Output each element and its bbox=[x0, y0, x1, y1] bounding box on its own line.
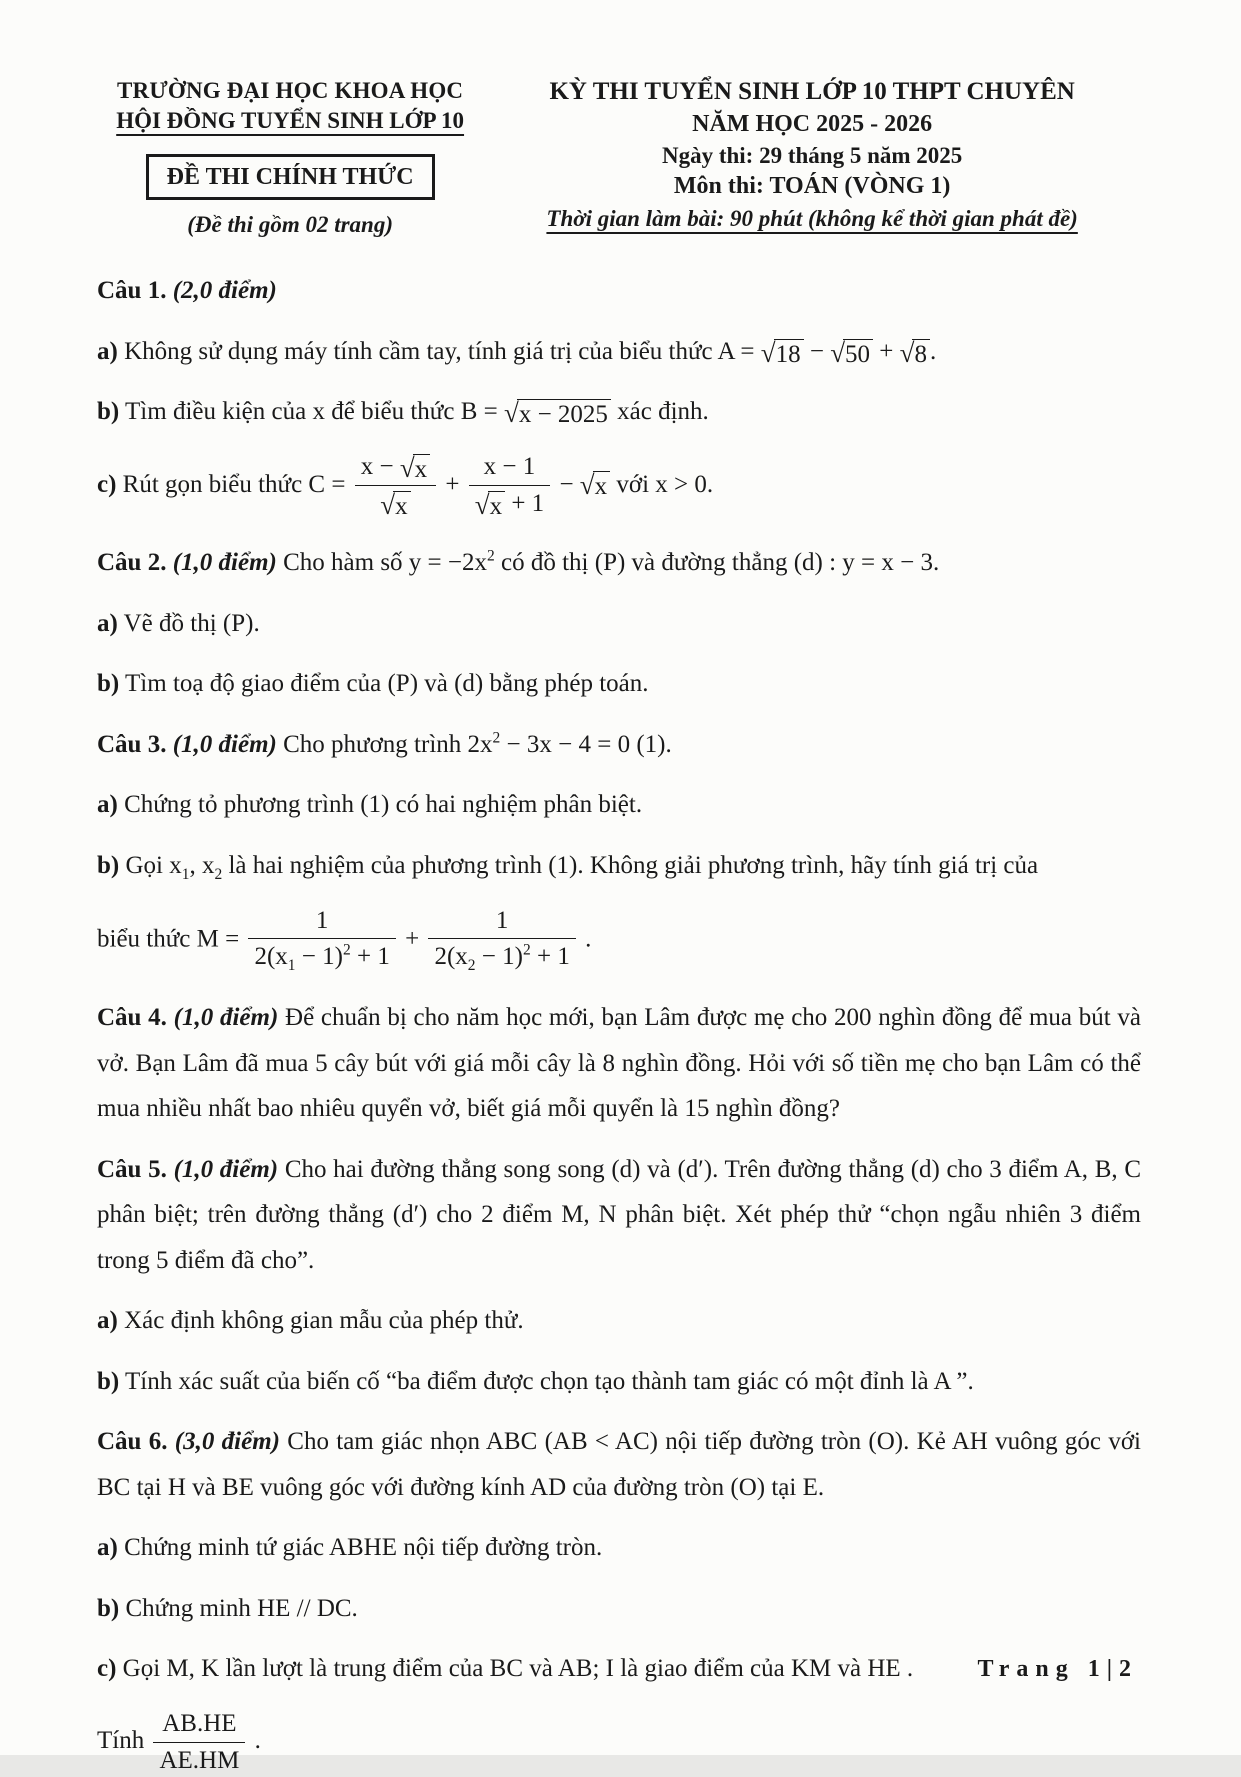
question-6c: c) Gọi M, K lần lượt là trung điểm của BC và AB; I là giao điểm của KM và HE . bbox=[97, 1655, 914, 1683]
question-6a: a) Chứng minh tứ giác ABHE nội tiếp đường tròn. bbox=[97, 1534, 603, 1562]
question-4: Câu 4. (1,0 điểm) Để chuẩn bị cho năm học mới, bạn Lâm được mẹ cho 200 nghìn đồng để mua bút và vở. Bạn Lâm đã mua 5 cây bút với giá mỗi cây là 8 nghìn đồng. Hỏi với số tiền mẹ cho bạn Lâm có thể mua nhiều nhất bao nhiêu quyển vở, biết giá mỗi quyển là 15 nghìn đồng? bbox=[97, 1004, 1141, 1123]
question-1a: a) Không sử dụng máy tính cầm tay, tính giá trị của biểu thức A = √ 18 − √ 50 + √ 8 . bbox=[97, 337, 937, 368]
question-3b: b) Gọi $x_1$, $x_2$ là hai nghiệm của phương trình (1). Không giải phương trình, hãy tính giá trị của bbox=[97, 851, 1039, 883]
question-5b: b) Tính xác suất của biến cố “ba điểm được chọn tạo thành tam giác có một đỉnh là A ”. bbox=[97, 1367, 974, 1395]
question-3-heading: Câu 3. (1,0 điểm) Cho phương trình $2x^2 - 3x - 4 = 0$ (1). bbox=[97, 729, 672, 758]
question-1b: b) Tìm điều kiện của x để biểu thức B = √ x − 2025 xác định. bbox=[97, 398, 709, 428]
question-2-heading: Câu 2. (1,0 điểm) Cho hàm số $y = -2x^2$ có đồ thị (P) và đường thẳng (d) : y = x − 3. bbox=[97, 547, 940, 576]
pages-note: (Đề thi gồm 02 trang) bbox=[187, 212, 393, 237]
exam-title: KỲ THI TUYỂN SINH LỚP 10 THPT CHUYÊN bbox=[549, 78, 1075, 105]
page-number: Trang 1|2 bbox=[977, 1656, 1138, 1682]
question-5a: a) Xác định không gian mẫu của phép thử. bbox=[97, 1307, 524, 1335]
question-6b: b) Chứng minh HE // DC. bbox=[97, 1594, 358, 1622]
school-year: NĂM HỌC 2025 - 2026 bbox=[692, 111, 933, 137]
question-3b-formula: biểu thức M = $\frac{1}{2(x_1 - 1)^2 + 1}$ + $\frac{1}{2(x_2 - 1)^2 + 1}$ . bbox=[97, 904, 1141, 978]
question-5: Câu 5. (1,0 điểm) Cho hai đường thẳng song song (d) và (d′). Trên đường thẳng (d) cho 3 điểm A, B, C phân biệt; trên đường thẳng (d′) cho 2 điểm M, N phân biệt. Xét phép thử “chọn ngẫu nhiên 3 điểm trong 5 điểm đã cho”. bbox=[97, 1155, 1141, 1274]
official-exam-box: ĐỀ THI CHÍNH THỨC bbox=[146, 154, 435, 200]
question-6: Câu 6. (3,0 điểm) Cho tam giác nhọn ABC (AB < AC) nội tiếp đường tròn (O). Kẻ AH vuông góc với BC tại H và BE vuông góc với đường kính AD của đường tròn (O) tại E. bbox=[97, 1428, 1141, 1501]
question-2b: b) Tìm toạ độ giao điểm của (P) và (d) bằng phép toán. bbox=[97, 670, 649, 697]
exam-header bbox=[97, 78, 1141, 238]
question-6c-formula: Tính $\frac{AB.HE}{AE.HM}$ . bbox=[97, 1707, 1141, 1777]
header-right-column bbox=[483, 78, 1141, 232]
issuer-council: HỘI ĐỒNG TUYỂN SINH LỚP 10 bbox=[116, 108, 465, 133]
question-2a: a) Vẽ đồ thị (P). bbox=[97, 609, 260, 637]
exam-date: Ngày thi: 29 tháng 5 năm 2025 bbox=[661, 143, 963, 168]
issuer-university: TRƯỜNG ĐẠI HỌC KHOA HỌC bbox=[117, 78, 464, 103]
exam-body bbox=[97, 268, 1141, 1777]
question-3a: a) Chứng tỏ phương trình (1) có hai nghiệm phân biệt. bbox=[97, 791, 643, 818]
exam-duration: Thời gian làm bài: 90 phút (không kể thời gian phát đề) bbox=[546, 206, 1078, 231]
header-left-column bbox=[97, 78, 483, 238]
question-1-heading: Câu 1. (2,0 điểm) bbox=[97, 277, 277, 304]
exam-subject: Môn thi: TOÁN (VÒNG 1) bbox=[673, 173, 951, 199]
question-1c: c) Rút gọn biểu thức C = x − √ x √ x + x − 1 √ x + 1 − √ x với x > 0. bbox=[97, 452, 714, 521]
